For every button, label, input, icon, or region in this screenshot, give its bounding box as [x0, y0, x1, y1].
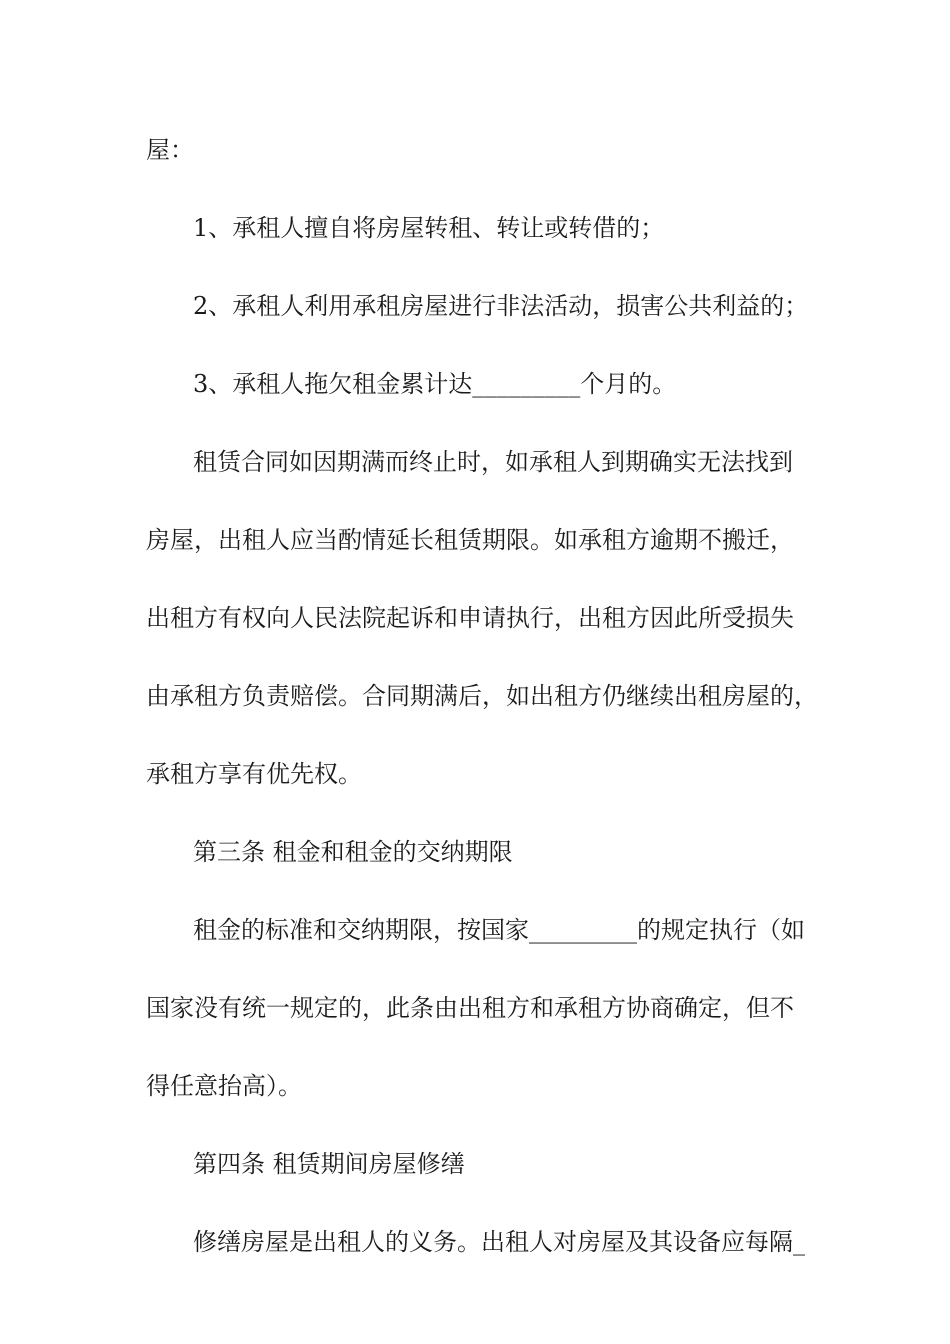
paragraph-line: 承租方享有优先权。 — [146, 760, 362, 788]
clause-item-3: 3、承租人拖欠租金累计达_________个月的。 — [193, 370, 677, 398]
paragraph-line: 房屋，出租人应当酌情延长租赁期限。如承租方逾期不搬迁， — [146, 526, 794, 554]
paragraph-line: 由承租方负责赔偿。合同期满后，如出租方仍继续出租房屋的， — [146, 682, 818, 710]
paragraph-line: 国家没有统一规定的，此条由出租方和承租方协商确定，但不 — [146, 994, 794, 1022]
clause-item-1: 1、承租人擅自将房屋转租、转让或转借的； — [193, 214, 665, 242]
article-heading-4: 第四条 租赁期间房屋修缮 — [193, 1150, 465, 1178]
paragraph-line: 租金的标准和交纳期限，按国家_________的规定执行（如 — [193, 916, 805, 944]
text-line-1: 屋： — [146, 136, 194, 164]
clause-item-2: 2、承租人利用承租房屋进行非法活动，损害公共利益的； — [193, 292, 809, 320]
paragraph-line: 租赁合同如因期满而终止时，如承租人到期确实无法找到 — [193, 448, 793, 476]
paragraph-line: 修缮房屋是出租人的义务。出租人对房屋及其设备应每隔_ — [193, 1228, 805, 1256]
paragraph-line: 出租方有权向人民法院起诉和申请执行，出租方因此所受损失 — [146, 604, 794, 632]
paragraph-line: 得任意抬高）。 — [146, 1072, 302, 1100]
article-heading-3: 第三条 租金和租金的交纳期限 — [193, 838, 513, 866]
